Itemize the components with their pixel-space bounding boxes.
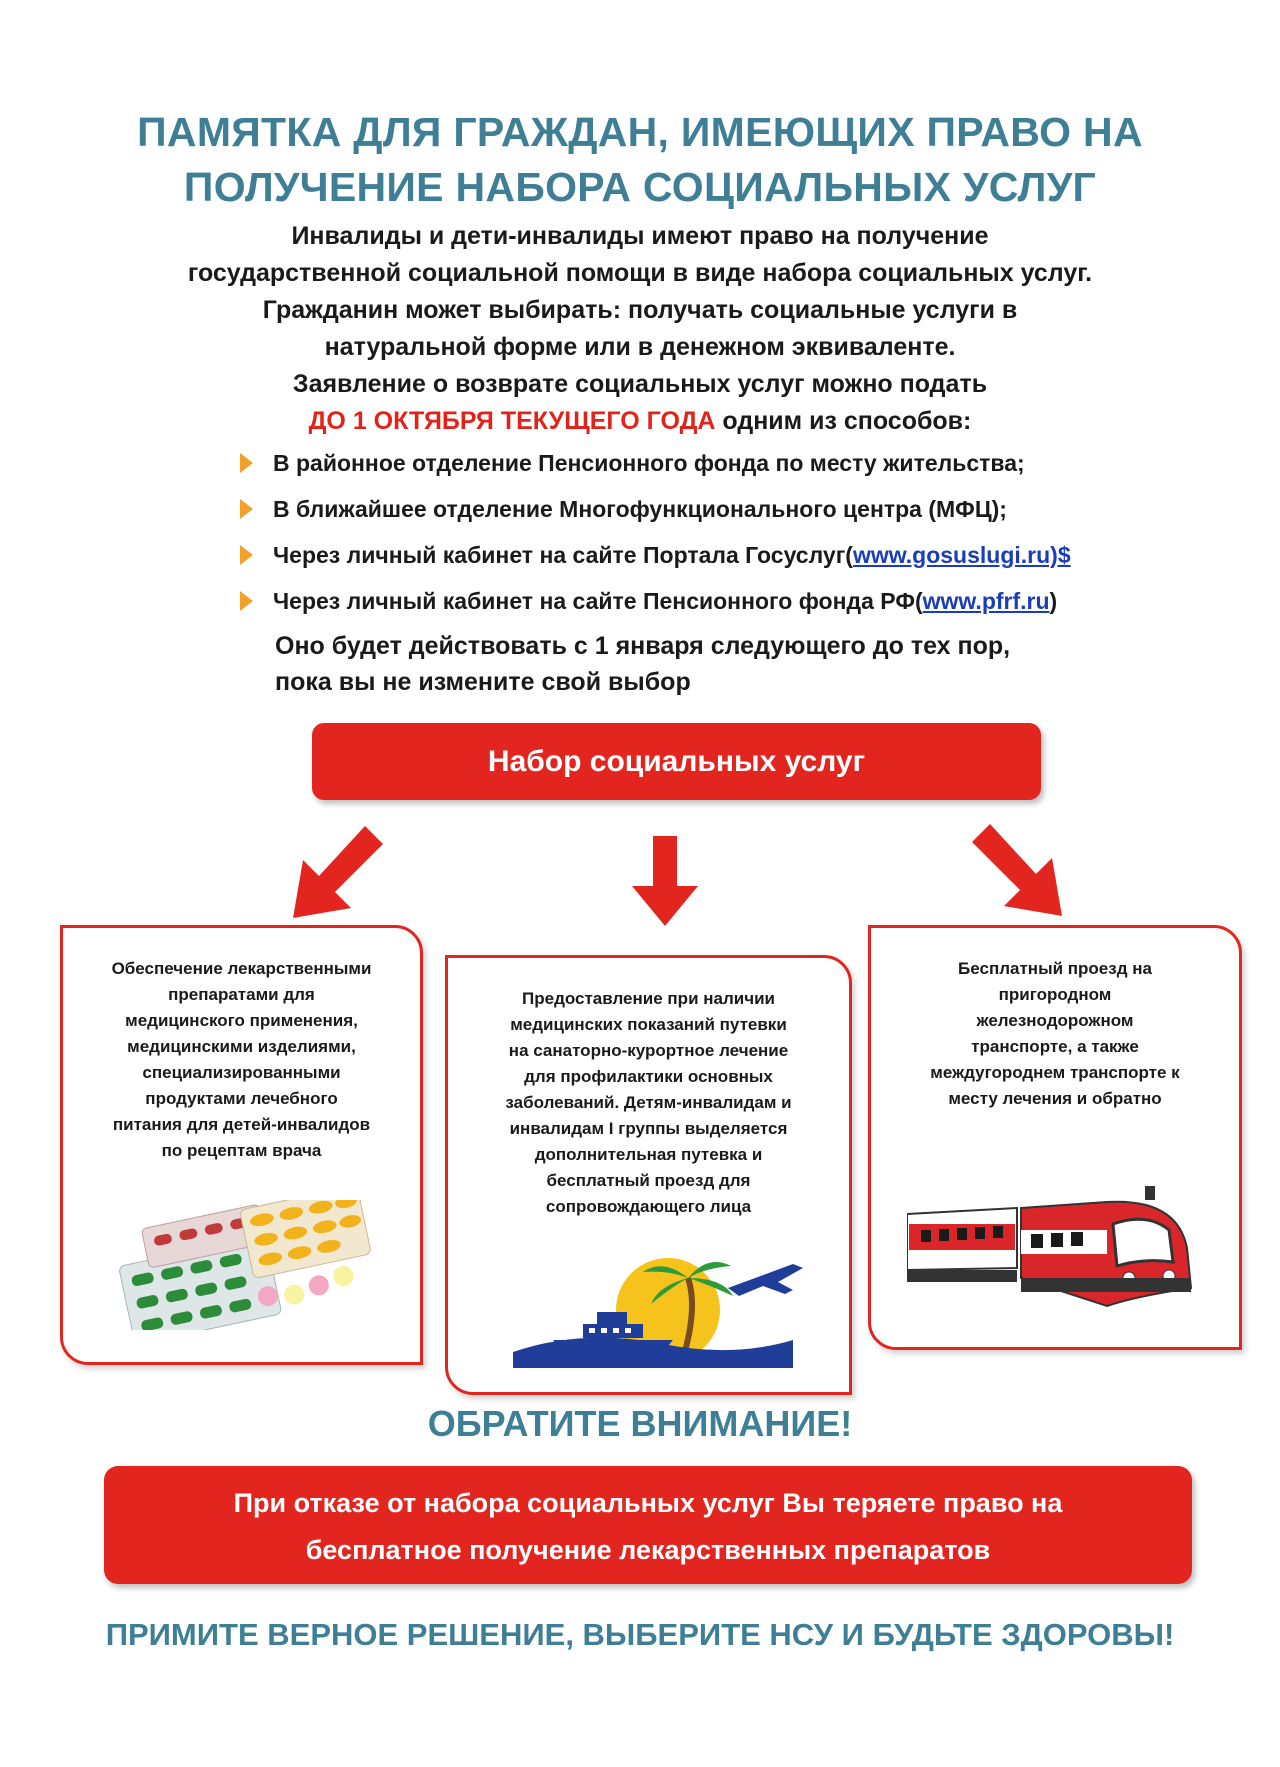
intro-text — [0, 218, 1280, 440]
pfrf-link[interactable]: www.pfrf.ru — [922, 587, 1050, 614]
method-item — [240, 532, 1240, 578]
attention-heading: ОБРАТИТЕ ВНИМАНИЕ! — [427, 1403, 853, 1444]
service-line: специализированными — [142, 1063, 341, 1082]
service-description — [63, 956, 420, 1164]
warning-text — [104, 1480, 1192, 1574]
pills-icon — [111, 1200, 381, 1330]
title-line: ПАМЯТКА ДЛЯ ГРАЖДАН, ИМЕЮЩИХ ПРАВО НА — [137, 109, 1143, 155]
service-line: бесплатный проезд для — [546, 1171, 751, 1190]
methods-list — [240, 440, 1240, 624]
service-line: инвалидам I группы выделяется — [509, 1119, 788, 1138]
service-description — [871, 956, 1239, 1112]
service-line: медицинского применения, — [125, 1011, 358, 1030]
intro-line-rest: одним из способов: — [715, 407, 972, 435]
service-line: междугороднем транспорте к — [930, 1063, 1180, 1082]
service-transport-card — [868, 925, 1242, 1350]
bullet-arrow-icon — [240, 591, 253, 611]
note-line: Оно будет действовать с 1 января следующего до тех пор, — [275, 632, 1011, 660]
method-text: В ближайшее отделение Многофункционального центра (МФЦ); — [273, 495, 1007, 522]
warning-banner — [104, 1466, 1192, 1584]
method-text: Через личный кабинет на сайте Портала Госуслуг( — [273, 541, 853, 568]
service-line: транспорте, а также — [971, 1037, 1139, 1056]
service-line: продуктами лечебного — [145, 1089, 338, 1108]
service-line: медицинскими изделиями, — [127, 1037, 356, 1056]
intro-line: государственной социальной помощи в виде набора социальных услуг. — [187, 259, 1093, 287]
method-item — [240, 440, 1240, 486]
service-line: по рецептам врача — [161, 1141, 322, 1160]
page-title — [0, 105, 1280, 215]
service-line: месту лечения и обратно — [948, 1089, 1162, 1108]
service-line: Предоставление при наличии — [522, 989, 775, 1008]
arrow-down-icon — [632, 836, 698, 926]
title-line: ПОЛУЧЕНИЕ НАБОРА СОЦИАЛЬНЫХ УСЛУГ — [183, 164, 1097, 210]
arrow-down-right-icon — [970, 818, 1070, 923]
service-line: Бесплатный проезд на — [958, 959, 1152, 978]
intro-line: Инвалиды и дети-инвалиды имеют право на получение — [291, 222, 989, 250]
intro-line: натуральной форме или в денежном эквиваленте. — [324, 333, 956, 361]
service-line: пригородном — [998, 985, 1112, 1004]
service-resort-card — [445, 955, 852, 1395]
service-line: железнодорожном — [976, 1011, 1134, 1030]
train-icon — [907, 1178, 1207, 1318]
bullet-arrow-icon — [240, 453, 253, 473]
service-line: препаратами для — [168, 985, 315, 1004]
method-item — [240, 578, 1240, 624]
resort-icon — [493, 1248, 813, 1368]
service-description — [448, 986, 849, 1220]
arrow-down-left-icon — [285, 820, 385, 925]
method-text-after: ) — [1049, 587, 1058, 614]
intro-line — [0, 403, 1280, 440]
service-line: питания для детей-инвалидов — [112, 1115, 371, 1134]
deadline-text: ДО 1 ОКТЯБРЯ ТЕКУЩЕГО ГОДА — [308, 407, 716, 435]
services-banner: Набор социальных услуг — [312, 723, 1041, 800]
service-line: для профилактики основных — [524, 1067, 773, 1086]
bullet-arrow-icon — [240, 499, 253, 519]
service-medicine-card — [60, 925, 423, 1365]
intro-line: Гражданин может выбирать: получать социальные услуги в — [262, 296, 1018, 324]
method-text: Через личный кабинет на сайте Пенсионного фонда РФ( — [273, 587, 923, 614]
bullet-arrow-icon — [240, 545, 253, 565]
warning-line: При отказе от набора социальных услуг Вы теряете право на — [233, 1488, 1063, 1518]
warning-line: бесплатное получение лекарственных препаратов — [305, 1535, 991, 1565]
method-text: В районное отделение Пенсионного фонда по месту жительства; — [273, 449, 1025, 476]
service-line: медицинских показаний путевки — [510, 1015, 787, 1034]
service-line: Обеспечение лекарственными — [111, 959, 372, 978]
validity-note — [275, 628, 1175, 700]
service-line: дополнительная путевка и — [534, 1145, 763, 1164]
service-line: сопровождающего лица — [545, 1197, 752, 1216]
intro-line: Заявление о возврате социальных услуг можно подать — [292, 370, 988, 398]
final-call-to-action: ПРИМИТЕ ВЕРНОЕ РЕШЕНИЕ, ВЫБЕРИТЕ НСУ И БУДЬТЕ ЗДОРОВЫ! — [105, 1617, 1175, 1652]
service-line: на санаторно-курортное лечение — [508, 1041, 789, 1060]
method-item — [240, 486, 1240, 532]
note-line: пока вы не измените свой выбор — [275, 668, 691, 696]
service-line: заболеваний. Детям-инвалидам и — [505, 1093, 792, 1112]
gosuslugi-link[interactable]: www.gosuslugi.ru)$ — [852, 541, 1071, 568]
